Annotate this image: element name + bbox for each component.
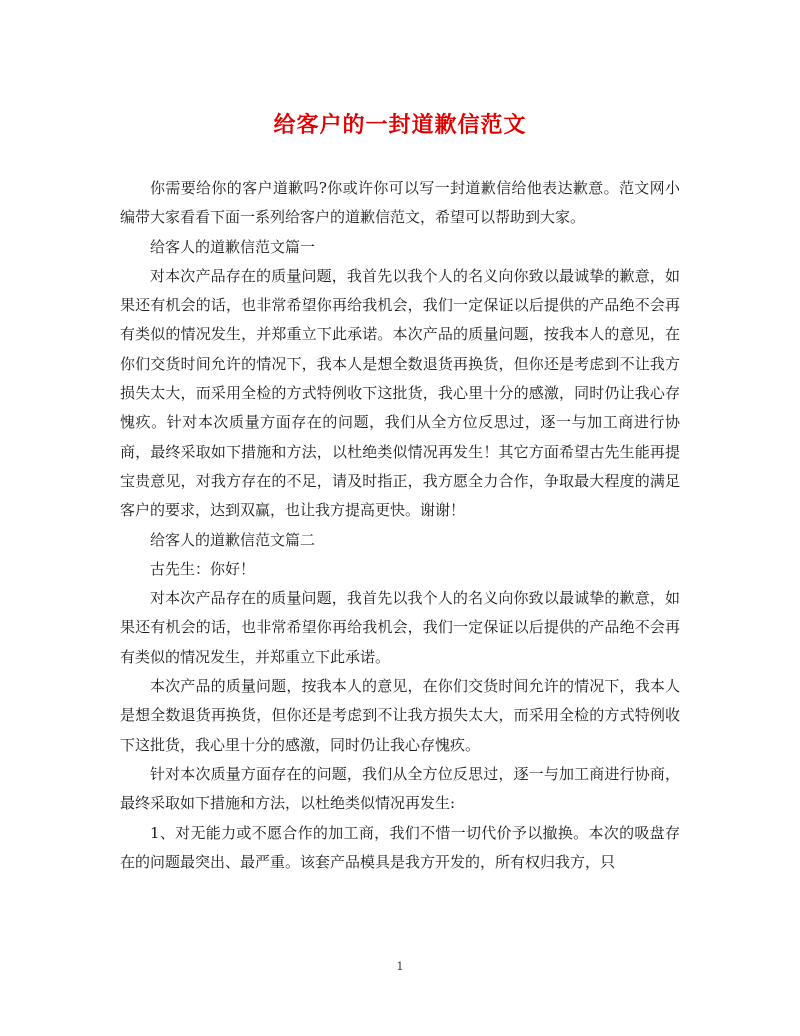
salutation: 古先生：你好！: [150, 559, 256, 578]
body-paragraph: 本次产品的质量问题，按我本人的意见，在你们交货时间允许的情况下，我本人是想全数退货再换货，但你还是考虑到不让我方损失太大，而采用全检的方式特例收下这批货，我心里十分的感激，同时仍让我心存愧疚。: [120, 677, 680, 754]
document-body: [120, 174, 680, 877]
body-paragraph: 针对本次质量方面存在的问题，我们从全方位反思过，逐一与加工商进行协商，最终采取如下措施和方法，以杜绝类似情况再发生:: [120, 764, 680, 813]
intro-paragraph: 你需要给你的客户道歉吗?你或许你可以写一封道歉信给他表达歉意。范文网小编带大家看看下面一系列给客户的道歉信范文，希望可以帮助到大家。: [120, 179, 680, 227]
section-heading-one: 给客人的道歉信范文篇一: [150, 237, 316, 256]
body-paragraph: 对本次产品存在的质量问题，我首先以我个人的名义向你致以最诚挚的歉意，如果还有机会的话，也非常希望你再给我机会，我们一定保证以后提供的产品绝不会再有类似的情况发生，并郑重立下此承诺。本次产品的质量问题，按我本人的意见，在你们交货时间允许的情况下，我本人是想全数退货再换货，但你还是考虑到不让我方损失太大，而采用全检的方式特例收下这批货，我心里十分的感激，同时仍让我心存愧疚。针对本次质量方面存在的问题，我们从全方位反思过，逐一与加工商进行协商，最终采取如下措施和方法，以杜绝类似情况再发生！其它方面希望古先生能再提宝贵意见，对我方存在的不足，请及时指正，我方愿全力合作，争取最大程度的满足客户的要求，达到双赢，也让我方提高更快。谢谢！: [120, 266, 680, 520]
body-paragraph: 1、对无能力或不愿合作的加工商，我们不惜一切代价予以撤换。本次的吸盘存在的问题最突出、最严重。该套产品模具是我方开发的，所有权归我方，只: [120, 823, 680, 871]
body-paragraph: 对本次产品存在的质量问题，我首先以我个人的名义向你致以最诚挚的歉意，如果还有机会的话，也非常希望你再给我机会，我们一定保证以后提供的产品绝不会再有类似的情况发生，并郑重立下此承诺。: [120, 589, 680, 666]
page-number: 1: [396, 960, 404, 973]
section-heading-two: 给客人的道歉信范文篇二: [150, 530, 316, 549]
document-title: 给客户的一封道歉信范文: [273, 112, 527, 138]
